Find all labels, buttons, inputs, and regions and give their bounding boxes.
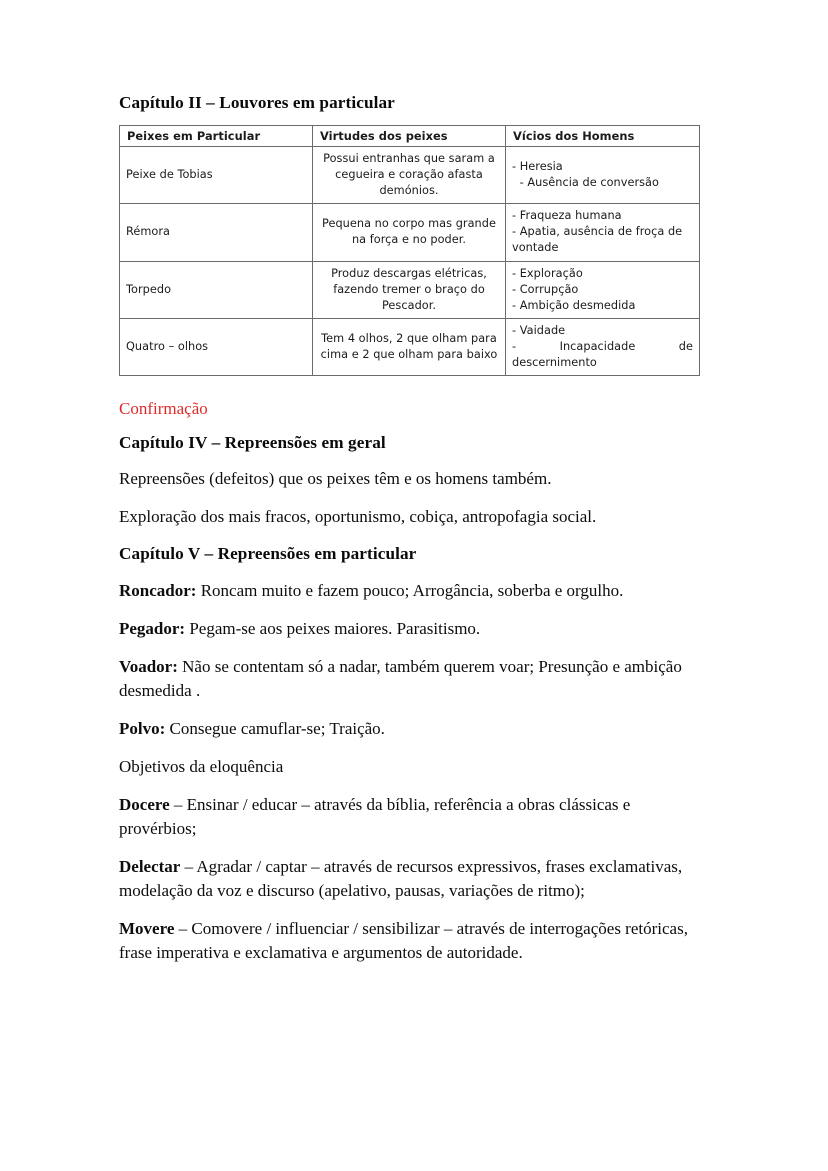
entry-lead: Voador: xyxy=(119,656,178,676)
document-content xyxy=(119,92,708,979)
cell-fish-virtue: Tem 4 olhos, 2 que olham para cima e 2 que olham para baixo xyxy=(313,318,506,375)
entry-voador xyxy=(119,655,708,703)
vice-item: - Fraqueza humana xyxy=(512,209,622,223)
entry-lead: Polvo: xyxy=(119,718,166,738)
entry-lead: Roncador: xyxy=(119,580,197,600)
vice-item: - Ambição desmedida xyxy=(512,298,636,312)
objective-text: – Ensinar / educar – através da bíblia, referência a obras clássicas e provérbios; xyxy=(119,794,631,838)
vice-word-end: de xyxy=(678,339,693,353)
entry-polvo xyxy=(119,717,708,741)
entry-text: Roncam muito e fazem pouco; Arrogância, soberba e orgulho. xyxy=(196,580,624,600)
column-header-peixes: Peixes em Particular xyxy=(120,125,313,147)
vice-item: - Corrupção xyxy=(512,282,579,296)
objective-lead: Delectar xyxy=(119,856,181,876)
objective-movere xyxy=(119,917,708,965)
objective-lead: Docere xyxy=(119,794,170,814)
entry-text: Pegam-se aos peixes maiores. Parasitismo. xyxy=(185,618,481,638)
entry-text: Não se contentam só a nadar, também querem voar; Presunção e ambição desmedida . xyxy=(119,656,682,700)
table-row xyxy=(120,204,700,261)
paragraph-exploracao: Exploração dos mais fracos, oportunismo, cobiça, antropofagia social. xyxy=(119,507,597,527)
cell-human-vice xyxy=(506,147,700,204)
cell-fish-virtue: Possui entranhas que saram a cegueira e coração afasta demónios. xyxy=(313,147,506,204)
vice-item-wrap: descernimento xyxy=(512,355,597,369)
objective-delectar xyxy=(119,855,708,903)
heading-chapter-5: Capítulo V – Repreensões em particular xyxy=(119,544,417,564)
cell-fish-name: Torpedo xyxy=(120,261,313,318)
table-row xyxy=(120,318,700,375)
fish-table-container xyxy=(119,125,708,376)
cell-fish-name: Rémora xyxy=(120,204,313,261)
objective-text: – Comovere / influenciar / sensibilizar – através de interrogações retóricas, frase imperativa e exclamativa e argumentos de autoridade. xyxy=(119,918,688,962)
objective-docere xyxy=(119,793,708,841)
entry-pegador xyxy=(119,617,708,641)
vice-dash: - xyxy=(512,339,517,353)
vice-item: - Vaidade xyxy=(512,323,566,337)
column-header-virtudes: Virtudes dos peixes xyxy=(313,125,506,147)
entry-lead: Pegador: xyxy=(119,618,186,638)
vice-item-justified xyxy=(512,339,693,355)
vice-item: - Heresia xyxy=(512,160,563,174)
vice-word-middle: Incapacidade xyxy=(559,339,636,353)
cell-fish-virtue: Produz descargas elétricas, fazendo tremer o braço do Pescador. xyxy=(313,261,506,318)
entry-roncador xyxy=(119,579,708,603)
cell-human-vice xyxy=(506,261,700,318)
cell-human-vice xyxy=(506,318,700,375)
vice-item: - Apatia, ausência de froça de vontade xyxy=(512,225,686,255)
vice-item: - Exploração xyxy=(512,266,583,280)
cell-human-vice xyxy=(506,204,700,261)
paragraph-objetivos: Objetivos da eloquência xyxy=(119,756,284,776)
fish-table xyxy=(119,125,700,376)
objective-lead: Movere xyxy=(119,918,175,938)
table-row xyxy=(120,147,700,204)
column-header-vicios: Vícios dos Homens xyxy=(506,125,700,147)
cell-fish-name: Quatro – olhos xyxy=(120,318,313,375)
objective-text: – Agradar / captar – através de recursos expressivos, frases exclamativas, modelação da voz e discurso (apelativo, pausas, variações de ritmo); xyxy=(119,856,683,900)
cell-fish-virtue: Pequena no corpo mas grande na força e no poder. xyxy=(313,204,506,261)
heading-chapter-2: Capítulo II – Louvores em particular xyxy=(119,93,395,112)
heading-chapter-4: Capítulo IV – Repreensões em geral xyxy=(119,432,386,452)
paragraph-repreensoes-defeitos: Repreensões (defeitos) que os peixes têm e os homens também. xyxy=(119,469,552,489)
section-label-confirmacao: Confirmação xyxy=(119,398,208,418)
table-header-row xyxy=(120,125,700,147)
vice-item: - Ausência de conversão xyxy=(516,176,659,190)
entry-text: Consegue camuflar-se; Traição. xyxy=(165,718,385,738)
cell-fish-name: Peixe de Tobias xyxy=(120,147,313,204)
table-row xyxy=(120,261,700,318)
